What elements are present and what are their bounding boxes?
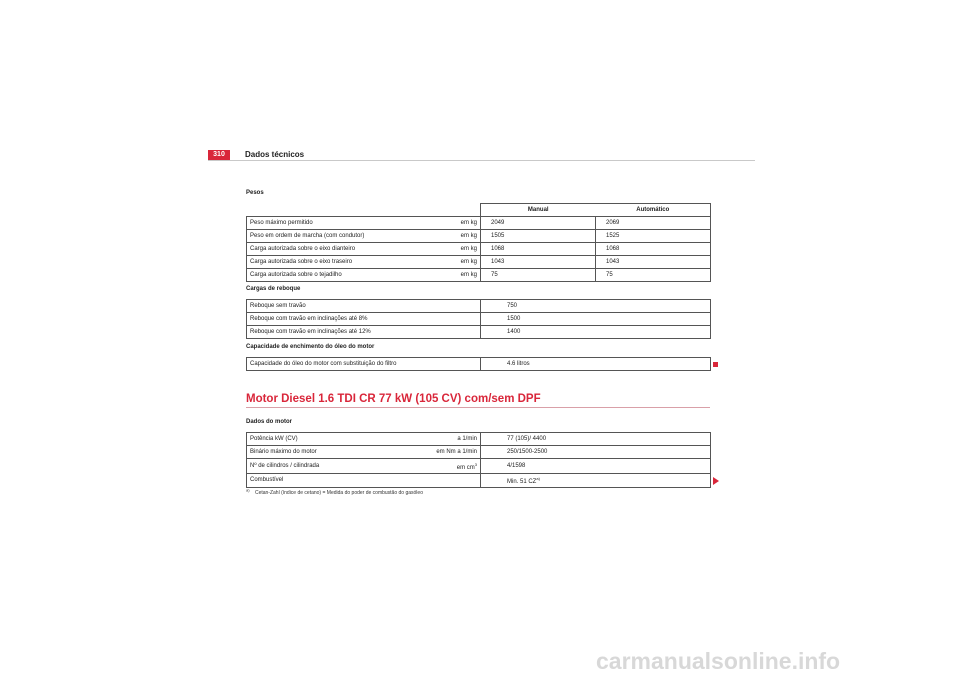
continue-arrow-icon [713, 477, 719, 485]
row-value: 4/1598 [481, 459, 711, 474]
cell-automatico: 75 [596, 269, 711, 282]
row-value: 77 (105)/ 4400 [481, 433, 711, 446]
row-value: 250/1500-2500 [481, 446, 711, 459]
table-row [247, 313, 711, 326]
footnote-marker: a) [246, 487, 250, 493]
cell-automatico: 1525 [596, 230, 711, 243]
row-label: Carga autorizada sobre o eixo traseiro [247, 256, 431, 269]
column-header-manual: Manual [481, 204, 596, 217]
row-label: Reboque com travão em inclinações até 12% [247, 326, 481, 339]
footnote-ref[interactable]: a) [536, 476, 540, 481]
row-label: Capacidade do óleo do motor com substituição do filtro [247, 358, 481, 371]
section-title-pesos: Pesos [246, 190, 264, 196]
table-row [247, 446, 711, 459]
row-label: Carga autorizada sobre o eixo dianteiro [247, 243, 431, 256]
cell-manual: 1043 [481, 256, 596, 269]
cell-automatico: 1068 [596, 243, 711, 256]
header-divider [208, 160, 755, 161]
row-unit: em Nm a 1/min [412, 446, 481, 459]
row-value [481, 474, 711, 488]
page-number: 310 [208, 150, 230, 160]
cell-manual: 1505 [481, 230, 596, 243]
table-row [247, 256, 711, 269]
column-header-automatico: Automático [596, 204, 711, 217]
row-unit [412, 459, 481, 474]
row-label: Peso máximo permitido [247, 217, 431, 230]
table-row [247, 269, 711, 282]
row-value: 1500 [481, 313, 711, 326]
row-value: 1400 [481, 326, 711, 339]
section-end-marker [713, 362, 718, 367]
cell-automatico: 1043 [596, 256, 711, 269]
section-title-reboque: Cargas de reboque [246, 286, 301, 292]
row-label: Peso em ordem de marcha (com condutor) [247, 230, 431, 243]
motor-section-title: Motor Diesel 1.6 TDI CR 77 kW (105 CV) com/sem DPF [246, 393, 541, 405]
section-title-dados-motor: Dados do motor [246, 419, 292, 425]
cell-manual: 2049 [481, 217, 596, 230]
unit-superscript: 3 [474, 462, 477, 467]
watermark: carmanualsonline.info [596, 648, 841, 674]
pesos-header-row [247, 204, 711, 217]
row-value: 750 [481, 300, 711, 313]
row-unit: a 1/min [412, 433, 481, 446]
row-unit: em kg [431, 217, 481, 230]
table-row [247, 433, 711, 446]
row-label: Reboque sem travão [247, 300, 481, 313]
row-label: Reboque com travão em inclinações até 8% [247, 313, 481, 326]
row-unit: em kg [431, 256, 481, 269]
cell-automatico: 2069 [596, 217, 711, 230]
table-row [247, 326, 711, 339]
row-unit: em kg [431, 243, 481, 256]
table-row [247, 230, 711, 243]
row-label: Potência kW (CV) [247, 433, 412, 446]
reboque-table [246, 299, 711, 339]
value-text: Min. 51 CZ [507, 479, 537, 485]
oleo-table [246, 357, 711, 371]
row-value: 4.6 litros [481, 358, 711, 371]
cell-manual: 75 [481, 269, 596, 282]
footnote-text: Cetan-Zahl (índice de cetano) = Medida do poder de combustão do gasóleo [254, 490, 423, 496]
row-unit: em kg [431, 269, 481, 282]
row-label: Nº de cilindros / cilindrada [247, 459, 412, 474]
table-row [247, 474, 711, 488]
unit-text: em cm [456, 465, 475, 471]
motor-title-divider [246, 407, 710, 408]
cell-manual: 1068 [481, 243, 596, 256]
table-row [247, 217, 711, 230]
row-unit: em kg [431, 230, 481, 243]
row-label: Binário máximo do motor [247, 446, 412, 459]
table-row [247, 300, 711, 313]
row-label: Combustível [247, 474, 412, 488]
motor-table [246, 432, 711, 488]
running-title: Dados técnicos [245, 150, 305, 159]
table-row [247, 459, 711, 474]
row-label: Carga autorizada sobre o tejadilho [247, 269, 431, 282]
pesos-header-spacer [247, 204, 481, 217]
footnote [246, 487, 423, 496]
section-title-oleo: Capacidade de enchimento do óleo do motor [246, 344, 375, 350]
table-row [247, 358, 711, 371]
row-unit [412, 474, 481, 488]
pesos-table [246, 203, 711, 282]
table-row [247, 243, 711, 256]
